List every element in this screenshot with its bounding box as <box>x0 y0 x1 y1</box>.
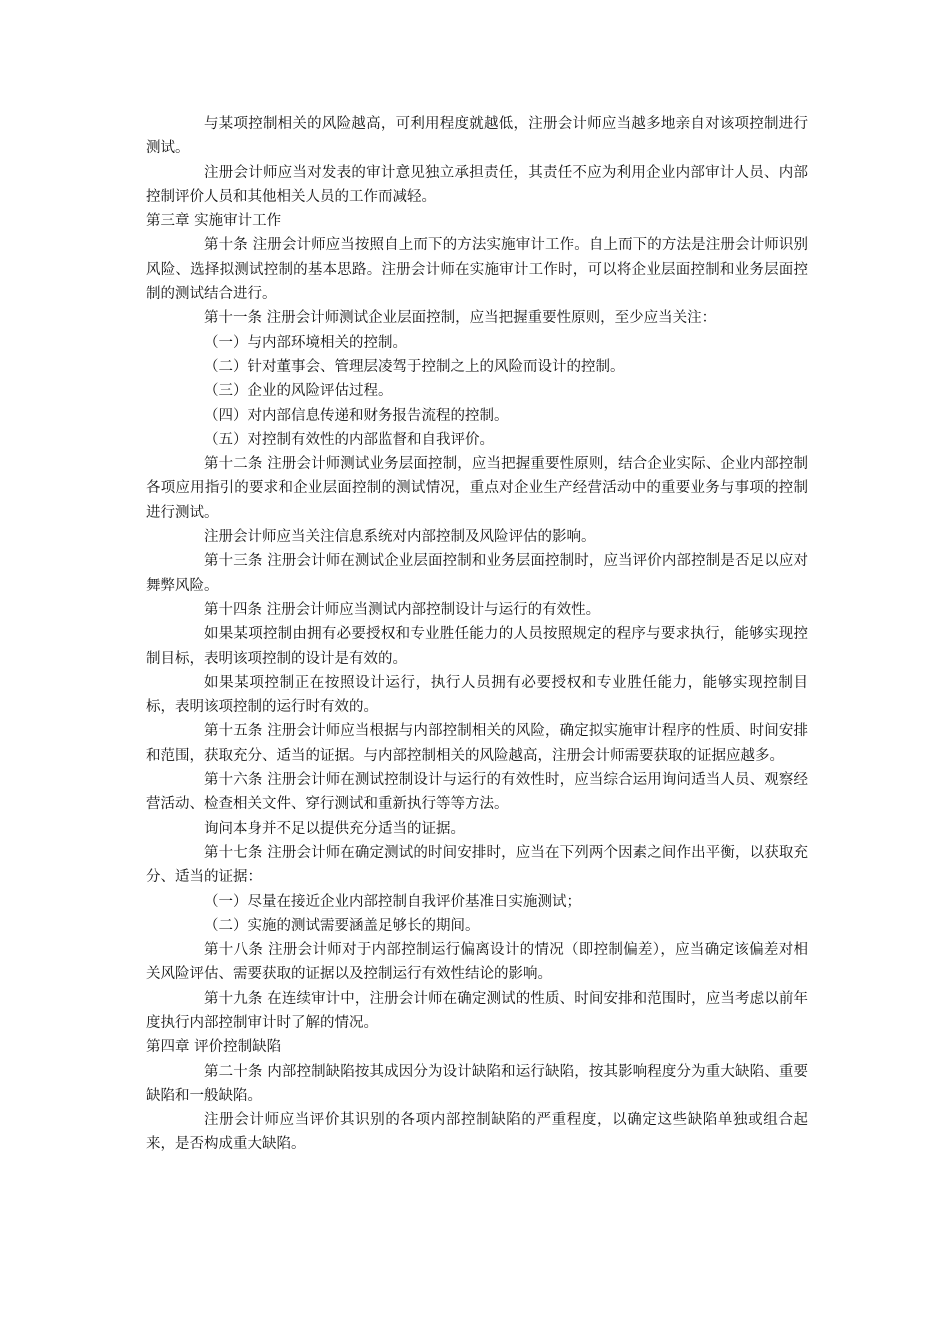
paragraph: 询问本身并不足以提供充分适当的证据。 <box>204 820 465 837</box>
list-item: （二）针对董事会、管理层凌驾于控制之上的风险而设计的控制。 <box>204 358 625 375</box>
list-item: （一）与内部环境相关的控制。 <box>204 334 407 351</box>
list-item: （四）对内部信息传递和财务报告流程的控制。 <box>204 407 509 424</box>
chapter-heading: 第四章 评价控制缺陷 <box>146 1039 282 1056</box>
list-item: （一）尽量在接近企业内部控制自我评价基准日实施测试； <box>204 893 581 910</box>
article-paragraph: 第十三条 注册会计师在测试企业层面控制和业务层面控制时，应当评价内部控制是否足以应对舞弊风险。 <box>146 553 808 594</box>
paragraph: 与某项控制相关的风险越高，可利用程度就越低，注册会计师应当越多地亲自对该项控制进行测试。 <box>146 116 808 157</box>
article-paragraph: 第十一条 注册会计师测试企业层面控制，应当把握重要性原则，至少应当关注： <box>204 310 717 327</box>
paragraph: 如果某项控制正在按照设计运行，执行人员拥有必要授权和专业胜任能力，能够实现控制目标，表明该项控制的运行时有效的。 <box>146 674 808 716</box>
article-paragraph: 第十六条 注册会计师在测试控制设计与运行的有效性时，应当综合运用询问适当人员、观察经营活动、检查相关文件、穿行测试和重新执行等等方法。 <box>146 772 808 813</box>
article-paragraph: 第十七条 注册会计师在确定测试的时间安排时，应当在下列两个因素之间作出平衡，以获取充分、适当的证据： <box>146 844 808 886</box>
document-page <box>146 112 808 1157</box>
article-paragraph: 第十九条 在连续审计中，注册会计师在确定测试的性质、时间安排和范围时，应当考虑以前年度执行内部控制审计时了解的情况。 <box>146 990 808 1031</box>
paragraph: 注册会计师应当对发表的审计意见独立承担责任，其责任不应为利用企业内部审计人员、内部控制评价人员和其他相关人员的工作而减轻。 <box>146 164 808 205</box>
list-item: （二）实施的测试需要涵盖足够长的期间。 <box>204 917 480 934</box>
article-paragraph: 第十八条 注册会计师对于内部控制运行偏离设计的情况（即控制偏差），应当确定该偏差对相关风险评估、需要获取的证据以及控制运行有效性结论的影响。 <box>146 942 808 983</box>
chapter-heading: 第三章 实施审计工作 <box>146 213 282 230</box>
list-item: （五）对控制有效性的内部监督和自我评价。 <box>204 431 494 448</box>
article-paragraph: 第十条 注册会计师应当按照自上而下的方法实施审计工作。自上而下的方法是注册会计师识别风险、选择拟测试控制的基本思路。注册会计师在实施审计工作时，可以将企业层面控制和业务层面控制的测试结合进行。 <box>146 237 808 303</box>
article-paragraph: 第十四条 注册会计师应当测试内部控制设计与运行的有效性。 <box>204 601 601 618</box>
article-paragraph: 第二十条 内部控制缺陷按其成因分为设计缺陷和运行缺陷，按其影响程度分为重大缺陷、重要缺陷和一般缺陷。 <box>146 1063 808 1104</box>
paragraph: 注册会计师应当评价其识别的各项内部控制缺陷的严重程度，以确定这些缺陷单独或组合起来，是否构成重大缺陷。 <box>146 1112 808 1153</box>
paragraph: 如果某项控制由拥有必要授权和专业胜任能力的人员按照规定的程序与要求执行，能够实现控制目标，表明该项控制的设计是有效的。 <box>146 626 808 667</box>
article-paragraph: 第十二条 注册会计师测试业务层面控制，应当把握重要性原则，结合企业实际、企业内部控制各项应用指引的要求和企业层面控制的测试情况，重点对企业生产经营活动中的重要业务与事项的控制进行测试。 <box>146 456 808 521</box>
article-paragraph: 第十五条 注册会计师应当根据与内部控制相关的风险，确定拟实施审计程序的性质、时间安排和范围，获取充分、适当的证据。与内部控制相关的风险越高，注册会计师需要获取的证据应越多。 <box>146 723 808 764</box>
paragraph: 注册会计师应当关注信息系统对内部控制及风险评估的影响。 <box>204 529 596 546</box>
list-item: （三）企业的风险评估过程。 <box>204 383 393 400</box>
